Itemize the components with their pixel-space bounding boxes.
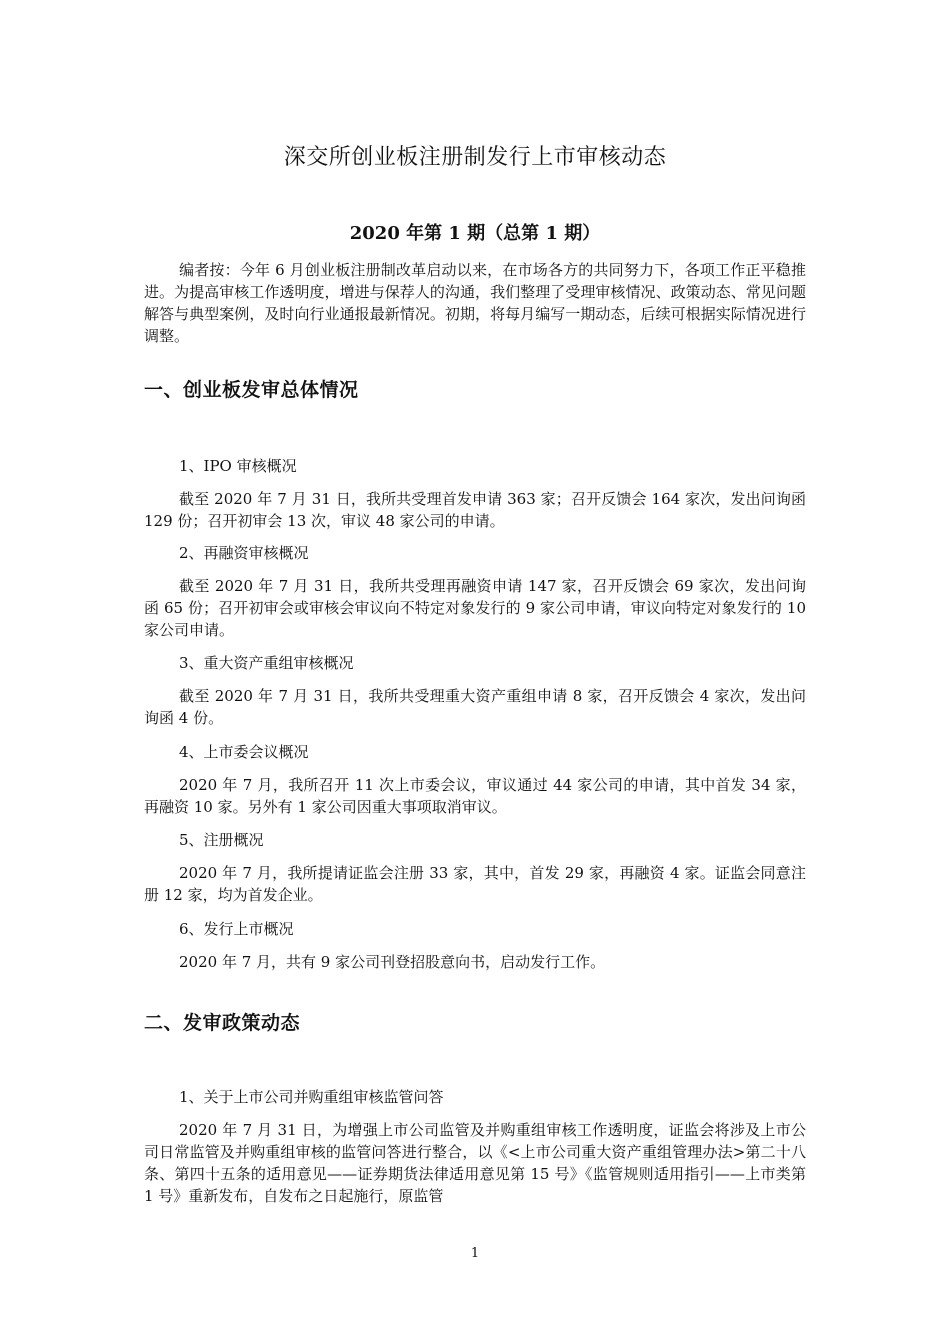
page-number: 1 xyxy=(470,1246,480,1261)
paragraph: 截至 2020 年 7 月 31 日，我所共受理再融资申请 147 家，召开反馈会 69 家次，发出问询函 65 份；召开初审会或审核会审议向不特定对象发行的 9 家公司申请，审议向特定对象发行的 10 家公司申请。 xyxy=(144,577,806,639)
subsection-heading-listing-committee: 4、上市委会议概况 xyxy=(179,743,309,761)
subsection-heading-refinancing: 2、再融资审核概况 xyxy=(179,544,309,562)
paragraph: 2020 年 7 月，共有 9 家公司刊登招股意向书，启动发行工作。 xyxy=(179,953,606,971)
subsection-body-refinancing xyxy=(144,575,806,641)
paragraph: 截至 2020 年 7 月 31 日，我所共受理首发申请 363 家；召开反馈会 164 家次，发出问询函 129 份；召开初审会 13 次，审议 48 家公司的申请。 xyxy=(144,490,806,530)
subsection-body-listing-committee xyxy=(144,774,806,818)
subsection-heading-registration: 5、注册概况 xyxy=(179,831,264,849)
paragraph: 2020 年 7 月，我所提请证监会注册 33 家，其中，首发 29 家，再融资 4 家。证监会同意注册 12 家，均为首发企业。 xyxy=(144,864,806,904)
editor-note xyxy=(144,259,806,347)
subsection-heading-restructuring: 3、重大资产重组审核概况 xyxy=(179,654,354,672)
subsection-heading-issuance: 6、发行上市概况 xyxy=(179,920,294,938)
paragraph: 2020 年 7 月，我所召开 11 次上市委会议，审议通过 44 家公司的申请，其中首发 34 家，再融资 10 家。另外有 1 家公司因重大事项取消审议。 xyxy=(144,776,806,816)
issue-number: 2020 年第 1 期（总第 1 期） xyxy=(349,223,601,244)
subsection-body-merger-qa xyxy=(144,1119,806,1207)
subsection-body-registration xyxy=(144,862,806,906)
paragraph: 2020 年 7 月 31 日，为增强上市公司监管及并购重组审核工作透明度，证监会将涉及上市公司日常监管及并购重组审核的监管问答进行整合，以《<上市公司重大资产重组管理办法>第二十八条、第四十五条的适用意见——证券期货法律适用意见第 15 号》《监管规则适用指引——上市类第 1 号》重新发布，自发布之日起施行，原监管 xyxy=(144,1121,806,1205)
section-heading-overview: 一、创业板发审总体情况 xyxy=(144,379,359,401)
subsection-body-issuance xyxy=(144,951,806,973)
subsection-body-restructuring xyxy=(144,685,806,729)
editor-note-text: 编者按：今年 6 月创业板注册制改革启动以来，在市场各方的共同努力下，各项工作正平稳推进。为提高审核工作透明度，增进与保荐人的沟通，我们整理了受理审核情况、政策动态、常见问题解答与典型案例，及时向行业通报最新情况。初期，将每月编写一期动态，后续可根据实际情况进行调整。 xyxy=(144,261,806,345)
section-heading-policy: 二、发审政策动态 xyxy=(144,1012,301,1034)
subsection-heading-ipo: 1、IPO 审核概况 xyxy=(179,457,297,475)
paragraph: 截至 2020 年 7 月 31 日，我所共受理重大资产重组申请 8 家，召开反馈会 4 家次，发出问询函 4 份。 xyxy=(144,687,806,727)
subsection-body-ipo xyxy=(144,488,806,532)
subsection-heading-merger-qa: 1、关于上市公司并购重组审核监管问答 xyxy=(179,1088,444,1106)
document-title: 深交所创业板注册制发行上市审核动态 xyxy=(283,145,667,170)
